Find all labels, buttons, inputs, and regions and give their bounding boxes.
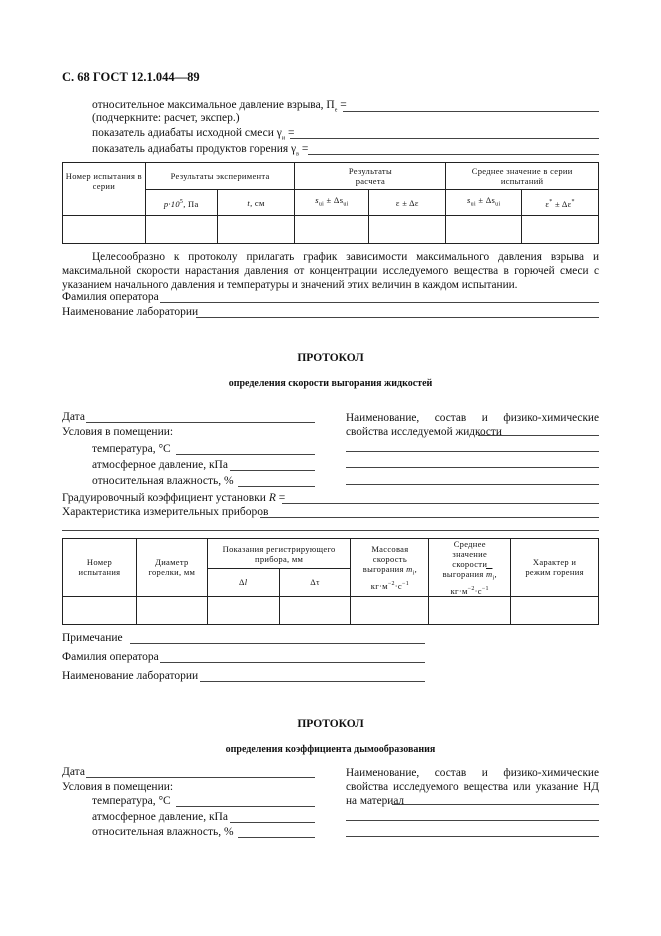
th-time: t, см (217, 190, 295, 216)
recommendation-paragraph: Целесообразно к протоколу прилагать график зависимости максимального давления взрыва и максимальной скорости нарастания давления от концентрации исследуемого вещества в горючей смеси с указанием начального давления и температуры и значений этих величин в каждом испытании. (62, 251, 599, 291)
adiabatic-initial-field[interactable] (290, 138, 599, 139)
substance-label-2: Наименование, состав и физико-химические свойства исследуемой жидкости (346, 412, 599, 438)
humidity-label-3: относительная влажность, % (92, 826, 234, 838)
th-recorder-readings: Показания регистрирующего прибора, мм (207, 539, 351, 569)
th-test-number: Номер испытания в серии (63, 163, 146, 216)
protocol-3-subtitle: определения коэффициента дымообразования (225, 744, 436, 755)
th-speed: $s_{ui} \pm \Delta s_{ui}$ (295, 190, 369, 216)
protocol-2-subtitle: определения скорости выгорания жидкостей (228, 378, 433, 389)
table-burning-rate (62, 538, 599, 625)
temperature-label-2: температура, °С (92, 443, 171, 455)
lab-field-1[interactable] (196, 317, 599, 318)
th-burner-diameter: Диаметр горелки, мм (136, 539, 207, 597)
th-delta-l: Δl (207, 569, 279, 596)
note-field[interactable] (130, 643, 425, 644)
humidity-field-3[interactable] (238, 837, 315, 838)
date-field-2[interactable] (86, 422, 315, 423)
lab-label-1: Наименование лаборатории (62, 306, 199, 318)
lab-label-2: Наименование лаборатории (62, 670, 199, 682)
table-row (63, 596, 599, 624)
adiabatic-initial-label: показатель адиабаты исходной смеси $\gamma_и$ = (92, 127, 295, 142)
substance-field-2d[interactable] (346, 484, 599, 485)
conditions-label-2: Условия в помещении: (62, 426, 174, 438)
th-test-number-2: Номер испытания (63, 539, 137, 597)
calib-label: Градуировочный коэффициент установки R = (62, 492, 286, 504)
adiabatic-products-label: показатель адиабаты продуктов горения $\gamma_в$ = (92, 143, 309, 158)
date-field-3[interactable] (86, 777, 315, 778)
operator-field-2[interactable] (160, 662, 425, 663)
humidity-label-2: относительная влажность, % (92, 475, 234, 487)
table-explosion-results (62, 162, 599, 244)
substance-field-3a[interactable] (392, 804, 599, 805)
th-burning-mode: Характер и режим горения (511, 539, 599, 597)
adiabatic-products-field[interactable] (308, 154, 599, 155)
note-label: Примечание (62, 632, 123, 644)
th-calculation-results: Результаты расчета (295, 163, 446, 190)
protocol-3-title: ПРОТОКОЛ (297, 718, 364, 730)
lab-field-2[interactable] (200, 681, 425, 682)
th-mass-rate: Массовая скорость выгорания $m_i$, $кг\cdot м^{-2}\cdot с^{-1}$ (351, 539, 429, 597)
th-pressure: $p\cdot 10^5$, Па (145, 190, 217, 216)
atm-pressure-label-3: атмосферное давление, кПа (92, 811, 228, 823)
atm-pressure-field-3[interactable] (230, 822, 315, 823)
substance-field-3c[interactable] (346, 836, 599, 837)
temperature-label-3: температура, °С (92, 795, 171, 807)
atm-pressure-field-2[interactable] (230, 470, 315, 471)
rel-pressure-label: относительное максимальное давление взрыва, $П_е$ = (92, 99, 347, 114)
atm-pressure-label-2: атмосферное давление, кПа (92, 459, 228, 471)
th-mean-results: Среднее значение в серии испытаний (446, 163, 599, 190)
th-mean-epsilon: ε* ± Δε* (522, 190, 599, 216)
th-mean-rate: Среднее значение скорости выгорания $\overline{m}_i$, $кг\cdot м^{-2}\cdot с^{-1}$ (429, 539, 511, 597)
substance-field-2c[interactable] (346, 467, 599, 468)
substance-field-2a[interactable] (478, 435, 599, 436)
substance-label-3: Наименование, состав и физико-химические свойства исследуемого вещества или указание НД на материал (346, 767, 599, 807)
calib-field[interactable] (282, 503, 599, 504)
th-delta-tau: Δτ (279, 569, 351, 596)
rel-pressure-field[interactable] (343, 111, 599, 112)
underline-note: (подчеркните: расчет, экспер.) (92, 112, 240, 124)
humidity-field-2[interactable] (238, 486, 315, 487)
date-label-2: Дата (62, 411, 85, 423)
date-label-3: Дата (62, 766, 85, 778)
instruments-field-a[interactable] (260, 517, 599, 518)
operator-field-1[interactable] (160, 302, 599, 303)
conditions-label-3: Условия в помещении: (62, 781, 174, 793)
operator-label-2: Фамилия оператора (62, 651, 159, 663)
th-epsilon: ε ± Δε (369, 190, 446, 216)
protocol-2-title: ПРОТОКОЛ (297, 352, 364, 364)
page-header: С. 68 ГОСТ 12.1.044—89 (62, 70, 200, 84)
th-mean-speed: $s_{ui} \pm \Delta s_{ui}$ (446, 190, 522, 216)
temperature-field-2[interactable] (176, 454, 315, 455)
table-row (63, 216, 599, 244)
operator-label-1: Фамилия оператора (62, 291, 159, 303)
substance-field-3b[interactable] (346, 820, 599, 821)
th-experiment-results: Результаты эксперимента (145, 163, 295, 190)
temperature-field-3[interactable] (176, 806, 315, 807)
substance-field-2b[interactable] (346, 451, 599, 452)
instruments-field-b[interactable] (62, 530, 599, 531)
instruments-label: Характеристика измерительных приборов (62, 506, 269, 518)
